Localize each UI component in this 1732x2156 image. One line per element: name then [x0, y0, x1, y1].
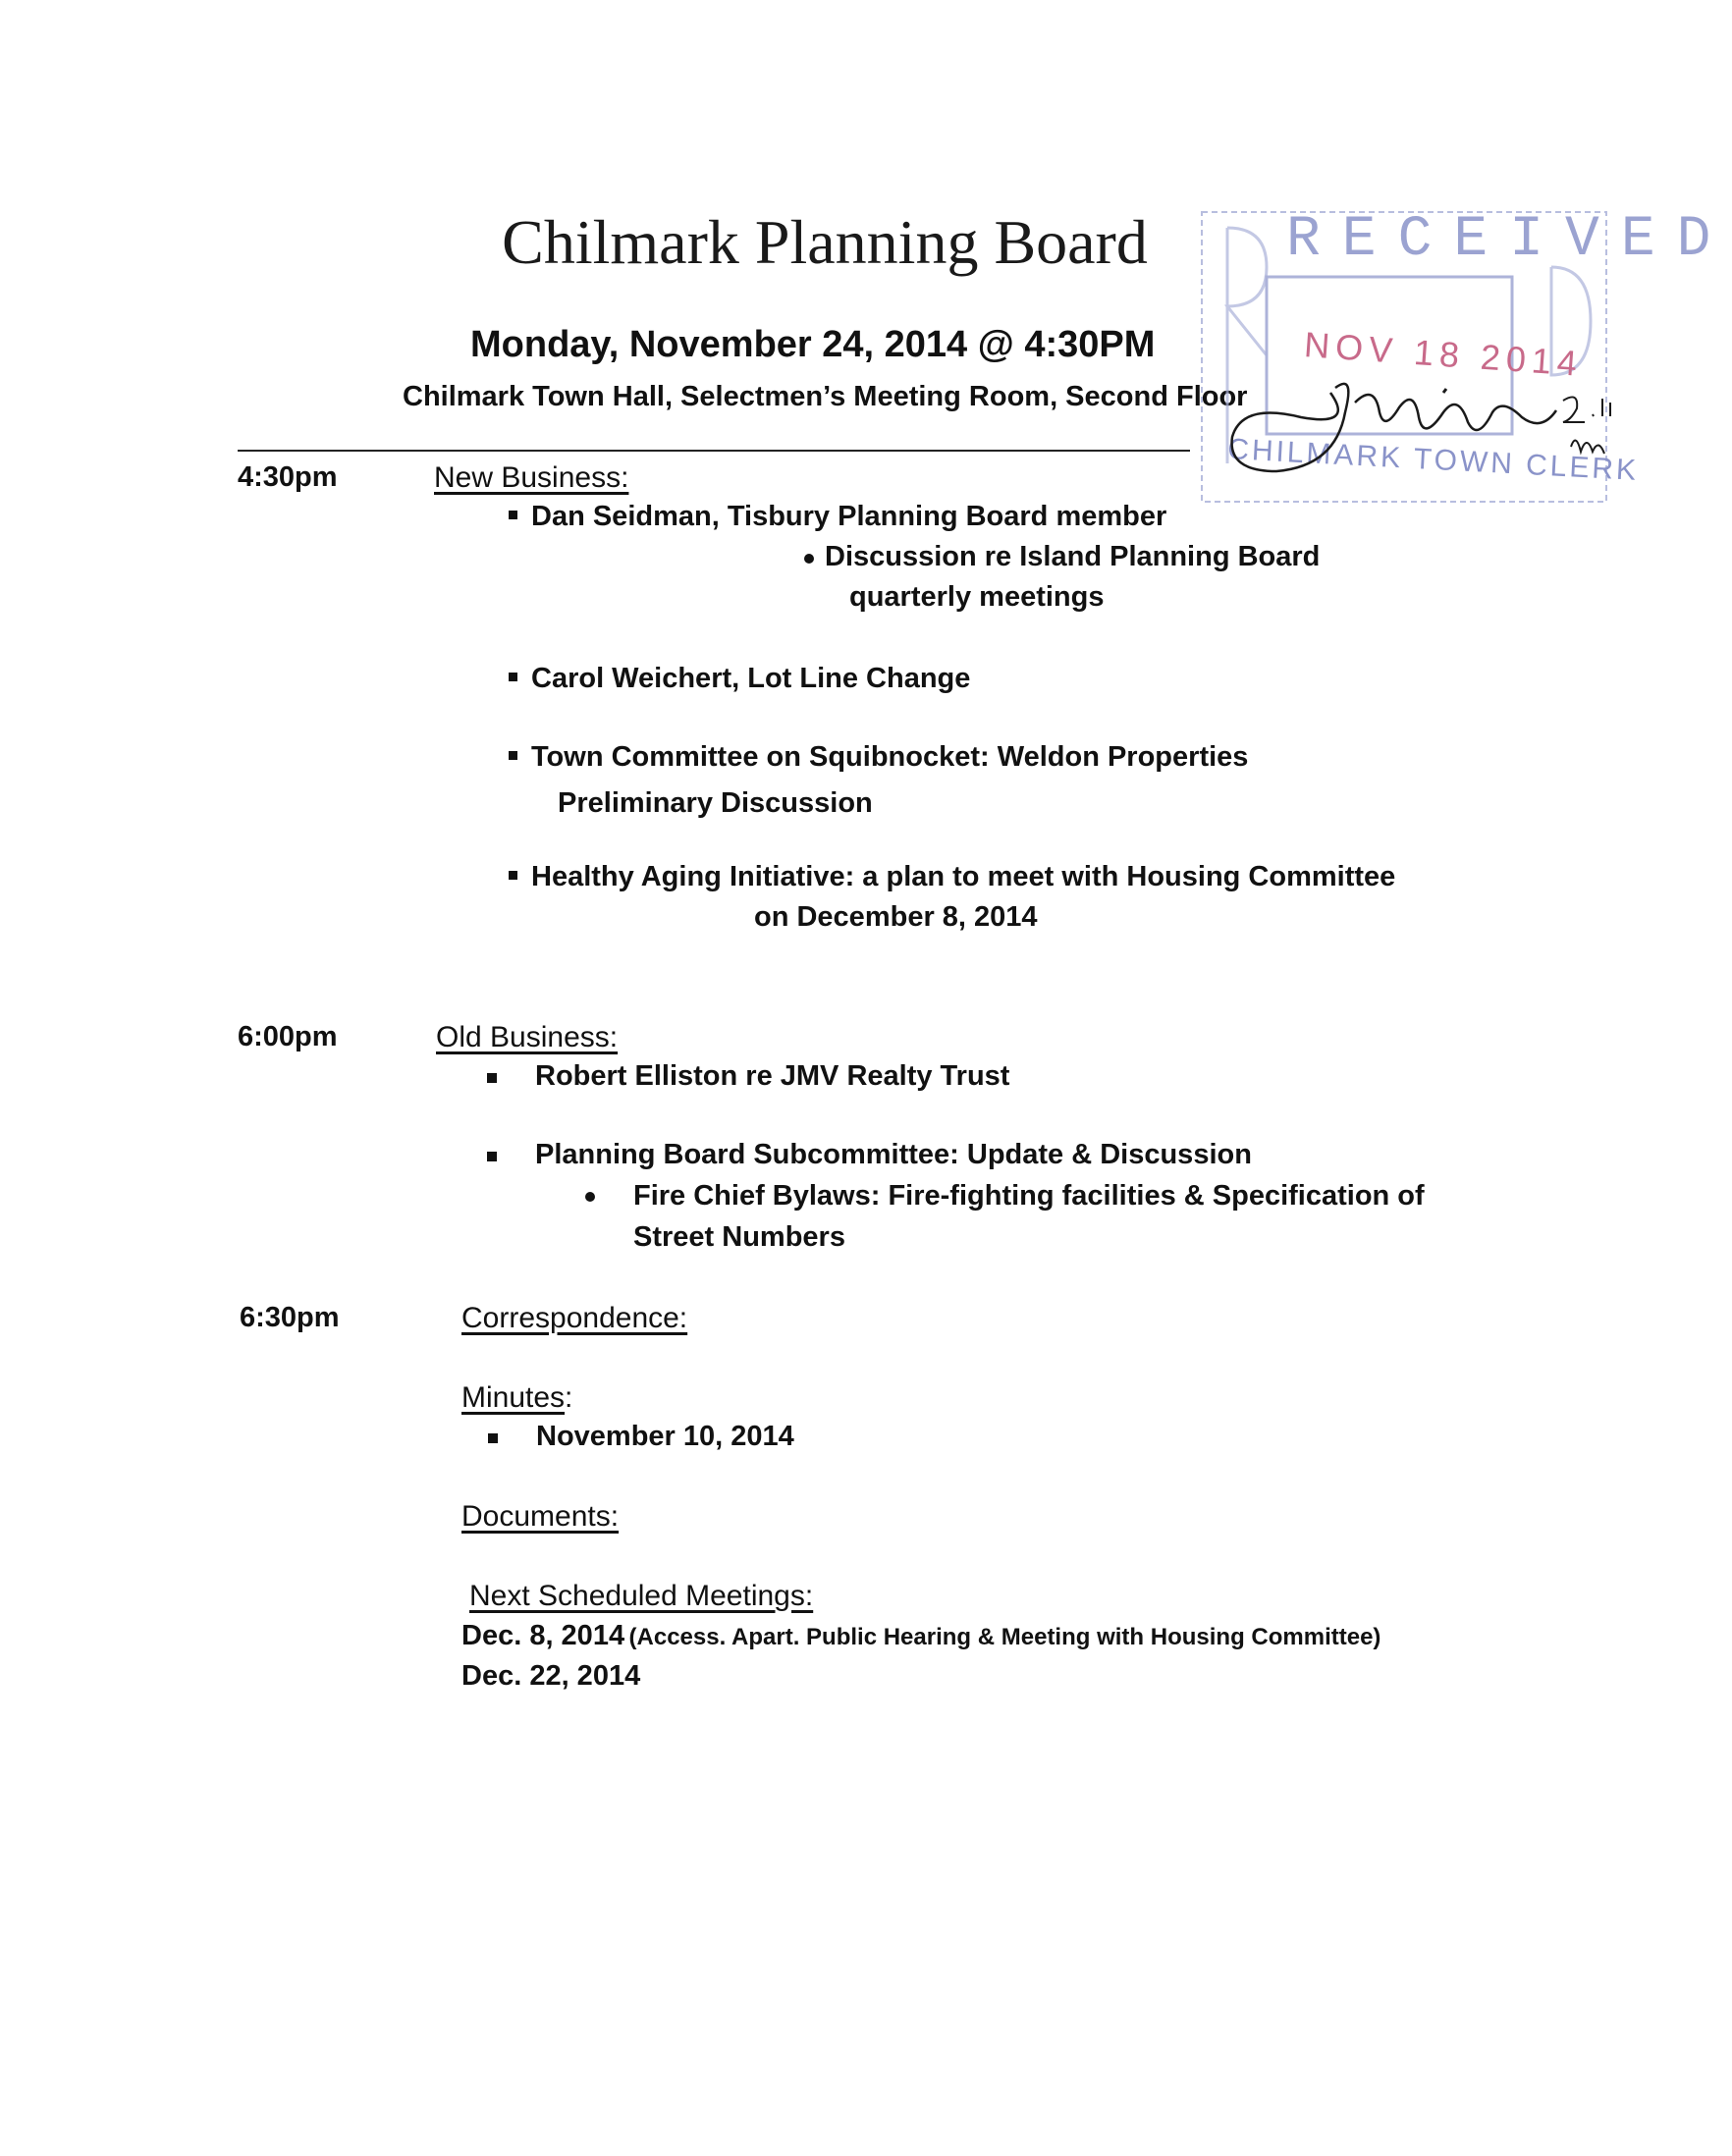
square-bullet-icon — [509, 673, 517, 681]
list-item: Healthy Aging Initiative: a plan to meet with Housing Committee — [509, 861, 1395, 893]
list-item: quarterly meetings — [849, 581, 1105, 613]
list-item: Street Numbers — [633, 1221, 845, 1253]
list-item: Preliminary Discussion — [558, 787, 873, 819]
old-business-time: 6:00pm — [238, 1021, 338, 1052]
list-item: Carol Weichert, Lot Line Change — [509, 663, 970, 695]
meeting-date: Monday, November 24, 2014 @ 4:30PM — [470, 324, 1156, 365]
next-meeting-entry: Dec. 8, 2014 (Access. Apart. Public Hearing & Meeting with Housing Committee) — [461, 1620, 1381, 1651]
documents-heading: Documents: — [461, 1500, 620, 1533]
header-divider — [238, 450, 1190, 452]
old-business-heading: Old Business: — [436, 1021, 619, 1053]
square-bullet-icon — [509, 511, 517, 519]
minutes-heading: Minutes: — [461, 1381, 573, 1414]
list-item: Robert Elliston re JMV Realty Trust — [535, 1060, 1010, 1092]
correspondence-heading: Correspondence: — [461, 1302, 688, 1334]
next-meetings-heading: Next Scheduled Meetings: — [469, 1580, 814, 1612]
square-bullet-icon — [488, 1433, 498, 1443]
correspondence-time: 6:30pm — [240, 1302, 340, 1333]
list-item: Discussion re Island Planning Board — [825, 541, 1321, 572]
new-business-heading: New Business: — [434, 461, 629, 494]
stamp-received-text: RECEIVED — [1286, 208, 1732, 272]
new-business-time: 4:30pm — [238, 461, 338, 493]
clerk-signature — [1208, 373, 1620, 481]
stamp-date: NOV 18 2014 — [1302, 324, 1585, 384]
square-bullet-icon — [509, 871, 517, 880]
round-bullet-icon — [585, 1192, 595, 1202]
stamp-office: CHILMARK TOWN CLERK — [1226, 433, 1640, 487]
list-item: Town Committee on Squibnocket: Weldon Properties — [509, 741, 1248, 774]
square-bullet-icon — [509, 751, 517, 760]
round-bullet-icon — [804, 554, 814, 564]
list-item: Dan Seidman, Tisbury Planning Board member — [509, 501, 1166, 533]
square-bullet-icon — [487, 1152, 497, 1161]
square-bullet-icon — [487, 1073, 497, 1083]
meeting-location: Chilmark Town Hall, Selectmen’s Meeting Room, Second Floor — [403, 381, 1248, 412]
document-title: Chilmark Planning Board — [502, 207, 1148, 277]
next-meeting-entry: Dec. 22, 2014 — [461, 1660, 641, 1692]
list-item: Planning Board Subcommittee: Update & Discussion — [535, 1139, 1252, 1170]
list-item: Fire Chief Bylaws: Fire-fighting facilities & Specification of — [633, 1180, 1425, 1212]
list-item: November 10, 2014 — [536, 1421, 794, 1452]
list-item: on December 8, 2014 — [754, 901, 1038, 933]
